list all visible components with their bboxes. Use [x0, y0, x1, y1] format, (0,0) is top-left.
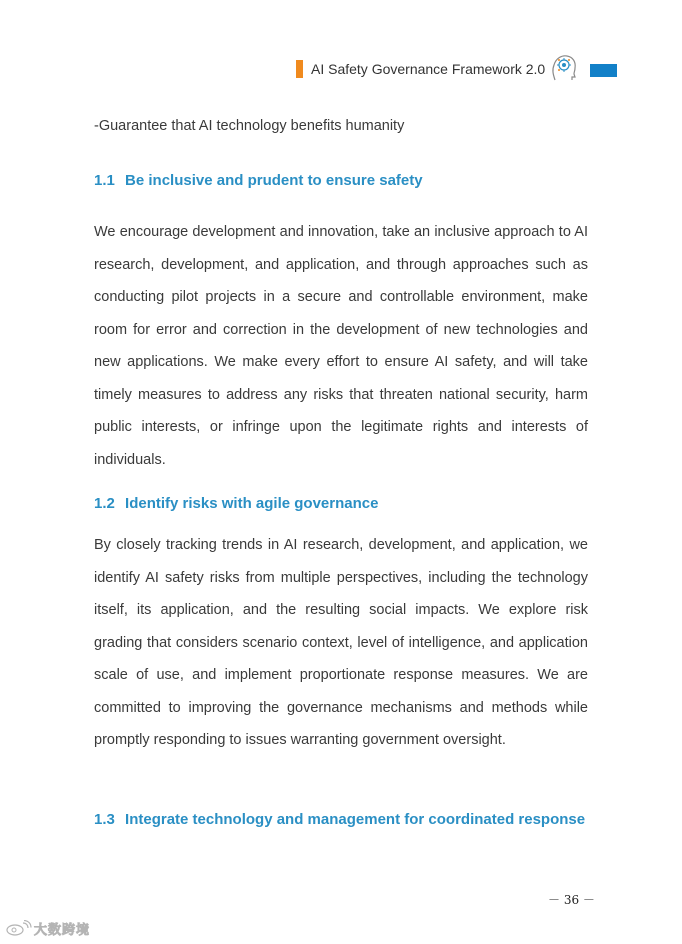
header-accent-bar [296, 60, 303, 78]
intro-line: -Guarantee that AI technology benefits humanity [94, 118, 405, 134]
section-body-1-2: By closely tracking trends in AI research, development, and application, we identify AI safety risks from multiple perspectives, including the technology itself, its application, and the resulting social impacts. We explore risk grading that considers scenario context, level of intelligence, and application scale of use, and implement proportionate response measures. We are committed to improving the governance mechanisms and methods while promptly responding to issues warranting government oversight. [94, 537, 588, 748]
section-heading-1-1 [94, 172, 423, 189]
section-number: 1.3 [94, 811, 115, 828]
watermark-text: 大数跨境 [34, 921, 91, 937]
ai-head-icon [547, 50, 581, 84]
section-title: Be inclusive and prudent to ensure safety [125, 172, 423, 189]
section-title: Integrate technology and management for coordinated response [125, 811, 586, 828]
weibo-logo-icon [6, 920, 32, 936]
section-number: 1.1 [94, 172, 115, 189]
section-body-1-1: We encourage development and innovation, take an inclusive approach to AI research, development, and application, and through approaches such as conducting pilot projects in a secure and controllable environment, make room for error and correction in the development of new technologies and new applications. We make every effort to ensure AI safety, and will take timely measures to address any risks that threaten national security, harm public interests, or infringe upon the legitimate rights and interests of individuals. [94, 224, 588, 468]
section-heading-1-3 [94, 811, 585, 828]
header-title: AI Safety Governance Framework 2.0 [311, 61, 546, 77]
running-header [296, 58, 581, 80]
header-color-block [590, 64, 617, 77]
watermark [6, 918, 90, 938]
page-number: － 36 － [548, 893, 595, 907]
section-number: 1.2 [94, 495, 115, 512]
section-title: Identify risks with agile governance [125, 495, 379, 512]
section-heading-1-2 [94, 495, 378, 512]
